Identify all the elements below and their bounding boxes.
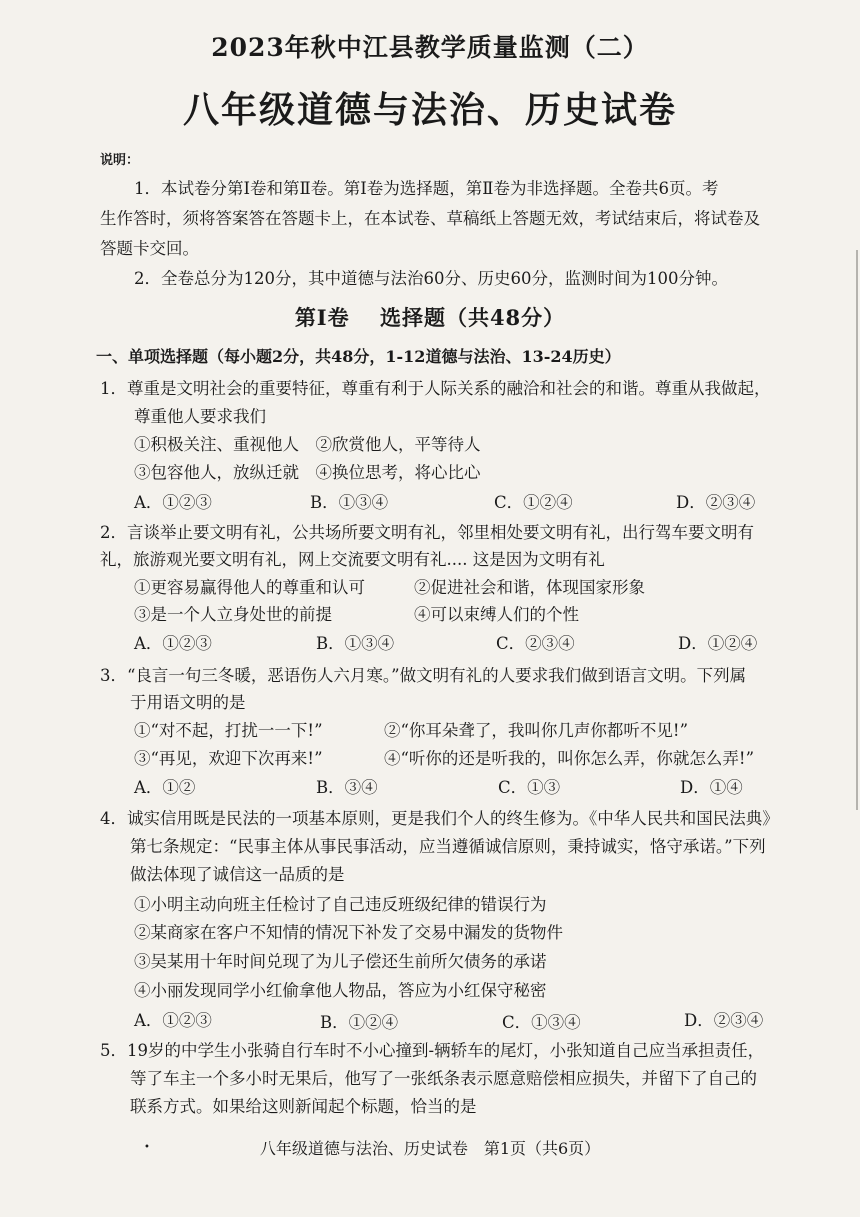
q1-stem-line2: 尊重他人要求我们 <box>134 407 266 426</box>
q4-statement-2: ②某商家在客户不知情的情况下补发了交易中漏发的货物件 <box>134 923 563 942</box>
page-footer: 八年级道德与法治、历史试卷 第1页（共6页） <box>259 1139 601 1158</box>
q3-stem-line2: 于用语文明的是 <box>130 693 246 712</box>
instruction-2: 2．全卷总分为120分，其中道德与法治60分、历史60分，监测时间为100分钟。 <box>134 269 728 288</box>
q3-stem-line1: 3．“良言一句三冬暖，恶语伤人六月寒。”做文明有礼的人要求我们做到语言文明。下列属 <box>100 666 747 685</box>
q5-stem-line1: 5．19岁的中学生小张骑自行车时不小心撞到-辆轿车的尾灯，小张知道自己应当承担责任， <box>100 1041 765 1060</box>
q3-statement-2: ②“你耳朵聋了，我叫你几声你都听不见!” <box>384 721 689 740</box>
right-binding-rule <box>856 250 858 810</box>
q1-option-d: D．②③④ <box>676 493 756 512</box>
q4-stem-line2: 第七条规定：“民事主体从事民事活动，应当遵循诚信原则，秉持诚实，恪守承诺。”下列 <box>130 837 766 856</box>
q2-option-a: A．①②③ <box>134 634 212 653</box>
q4-statement-3: ③吴某用十年时间兑现了为儿子偿还生前所欠债务的承诺 <box>134 952 547 971</box>
q1-option-c: C．①②④ <box>494 493 573 512</box>
q4-option-a: A．①②③ <box>134 1011 212 1030</box>
q3-option-c: C．①③ <box>498 778 561 797</box>
q2-stem-line2: 礼，旅游观光要文明有礼，网上交流要文明有礼.... 这是因为文明有礼 <box>100 550 605 569</box>
q2-statement-4: ④可以束缚人们的个性 <box>414 605 579 624</box>
q4-statement-4: ④小丽发现同学小红偷拿他人物品，答应为小红保守秘密 <box>134 981 547 1000</box>
q3-option-a: A．①② <box>134 778 196 797</box>
q2-option-c: C．②③④ <box>496 634 575 653</box>
q4-stem-line1: 4．诚实信用既是民法的一项基本原则，更是我们个人的终生修为。《中华人民共和国民法典》 <box>100 809 779 828</box>
q1-stem-line1: 1．尊重是文明社会的重要特征，尊重有利于人际关系的融洽和社会的和谐。尊重从我做起， <box>100 379 771 398</box>
scan-dot-mark: • <box>144 1142 150 1153</box>
instruction-1-line2: 生作答时，须将答案答在答题卡上，在本试卷、草稿纸上答题无效，考试结束后，将试卷及 <box>100 209 760 228</box>
instruction-1-line3: 答题卡交回。 <box>100 239 199 258</box>
q3-statement-4: ④“听你的还是听我的，叫你怎么弄，你就怎么弄!” <box>384 749 755 768</box>
q4-option-c: C．①③④ <box>502 1013 581 1032</box>
q2-option-b: B．①③④ <box>316 634 395 653</box>
q2-option-d: D．①②④ <box>678 634 758 653</box>
q4-statement-1: ①小明主动向班主任检讨了自己违反班级纪律的错误行为 <box>134 895 547 914</box>
q5-stem-line2: 等了车主一个多小时无果后，他写了一张纸条表示愿意赔偿相应损失，并留下了自己的 <box>130 1069 757 1088</box>
section-title: 第Ⅰ卷 选择题（共48分） <box>294 305 566 330</box>
instruction-1-line1: 1．本试卷分第Ⅰ卷和第Ⅱ卷。第Ⅰ卷为选择题，第Ⅱ卷为非选择题。全卷共6页。考 <box>134 179 719 198</box>
part-heading: 一、单项选择题（每小题2分，共48分，1-12道德与法治、13-24历史） <box>96 347 621 366</box>
q1-statement-1: ①积极关注、重视他人 ②欣赏他人，平等待人 <box>134 435 481 454</box>
q3-statement-1: ①“对不起，打扰一一下!” <box>134 721 323 740</box>
q3-statement-3: ③“再见，欢迎下次再来!” <box>134 749 323 768</box>
instructions-label: 说明： <box>100 153 140 168</box>
q1-option-b: B．①③④ <box>310 493 389 512</box>
q4-option-b: B．①②④ <box>320 1013 399 1032</box>
q3-option-d: D．①④ <box>680 778 743 797</box>
exam-title-line1: 2023年秋中江县教学质量监测（二） <box>211 33 649 62</box>
q2-statement-2: ②促进社会和谐，体现国家形象 <box>414 578 645 597</box>
q4-stem-line3: 做法体现了诚信这一品质的是 <box>130 865 345 884</box>
q2-statement-3: ③是一个人立身处世的前提 <box>134 605 332 624</box>
q5-stem-line3: 联系方式。如果给这则新闻起个标题，恰当的是 <box>130 1097 477 1116</box>
q1-option-a: A．①②③ <box>134 493 212 512</box>
exam-title-line2: 八年级道德与法治、历史试卷 <box>182 89 677 131</box>
q2-statement-1: ①更容易赢得他人的尊重和认可 <box>134 578 365 597</box>
q2-stem-line1: 2．言谈举止要文明有礼，公共场所要文明有礼，邻里相处要文明有礼，出行驾车要文明有 <box>100 523 754 542</box>
q1-statement-2: ③包容他人，放纵迁就 ④换位思考，将心比心 <box>134 463 481 482</box>
q4-option-d: D．②③④ <box>684 1011 764 1030</box>
q3-option-b: B．③④ <box>316 778 378 797</box>
